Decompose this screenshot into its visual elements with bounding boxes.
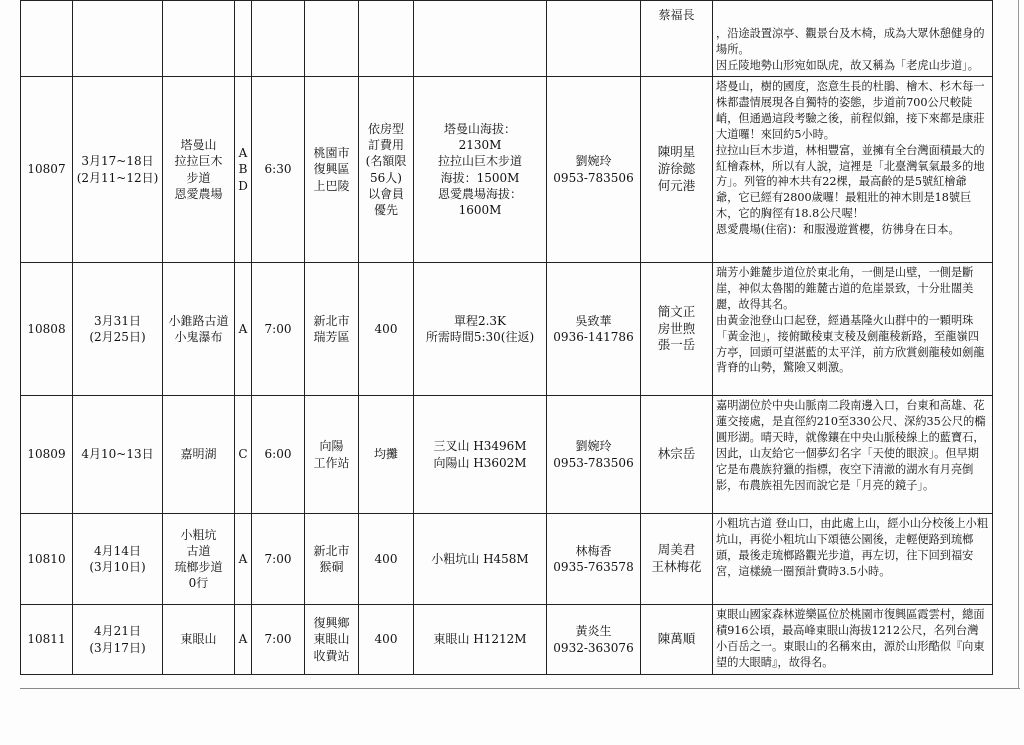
cell-place: 東眼山 — [163, 605, 235, 675]
cell-contact: 劉婉玲 0953-783506 — [547, 396, 641, 514]
description-paragraph: ，沿途設置涼亭、觀景台及木椅，成為大眾休憩健身的場所。 — [716, 27, 985, 57]
cell-place — [163, 1, 235, 77]
cell-grade: A — [235, 514, 252, 605]
page-bottom-rule — [20, 688, 1020, 689]
cell-meet: 新北市 猴硐 — [305, 514, 359, 605]
cell-route: 三叉山 H3496M 向陽山 H3602M — [414, 396, 547, 514]
description-paragraph: 由黃金池登山口起登，經過基隆火山群中的一顆明珠「黃金池」，接俯瞰稜東支稜及劍龍稜新路，至龍嶺四方亭，回頭可望湛藍的太平洋，前方欣賞劍龍稜如劍龍背脊的山勢，驚險又刺激。 — [716, 313, 985, 375]
cell-description — [713, 605, 993, 675]
cell-description — [713, 1, 993, 77]
cell-fee: 均攤 — [359, 396, 414, 514]
table-row — [21, 1, 993, 77]
cell-route: 小粗坑山 H458M — [414, 514, 547, 605]
cell-grade: A B D — [235, 77, 252, 263]
description-paragraph: 塔曼山，樹的國度，恣意生長的杜鵑、檜木、杉木每一株都盡情展現各自獨特的姿態，步道前700公尺較陡峭，但通過這段考驗之後，前程似錦，接下來都是康莊大道囉！來回約5小時。 — [716, 80, 985, 141]
cell-description — [713, 77, 993, 263]
cell-fee: 400 — [359, 605, 414, 675]
cell-contact: 劉婉玲 0953-783506 — [547, 77, 641, 263]
cell-meet — [305, 1, 359, 77]
cell-description — [713, 396, 993, 514]
cell-id: 10809 — [21, 396, 73, 514]
cell-fee — [359, 1, 414, 77]
cell-description — [713, 263, 993, 396]
cell-leaders: 蔡福長 — [641, 1, 713, 77]
cell-place: 塔曼山 拉拉巨木 步道 恩愛農場 — [163, 77, 235, 263]
cell-route — [414, 1, 547, 77]
table-row — [21, 605, 993, 675]
cell-grade: A — [235, 605, 252, 675]
cell-leaders: 陳明星 游徐懿 何元港 — [641, 77, 713, 263]
description-paragraph: 拉拉山巨木步道，林相豐富，並擁有全台灣面積最大的紅檜森林，所以有人說，這裡是「北臺灣氧氣最多的地方」。列管的神木共有22棵，最高齡的是5號紅檜爺爺，它已經有2800歲囉！最粗壯的神木則是18號巨木，它的胸徑有18.8公尺喔！ — [716, 143, 985, 221]
cell-description — [713, 514, 993, 605]
cell-fee: 400 — [359, 263, 414, 396]
cell-id: 10810 — [21, 514, 73, 605]
description-paragraph: 因丘陵地勢山形宛如臥虎，故又稱為「老虎山步道」。 — [716, 59, 979, 73]
cell-grade: C — [235, 396, 252, 514]
cell-route: 東眼山 H1212M — [414, 605, 547, 675]
cell-leaders: 林宗岳 — [641, 396, 713, 514]
cell-date: 3月31日 (2月25日) — [73, 263, 163, 396]
table-row — [21, 263, 993, 396]
description-paragraph: 小粗坑古道 登山口，由此處上山，經小山分校後上小粗坑山，再從小粗坑山下頌德公園後，走輕便路到琉榔頭，最後走琉榔路觀光步道，再左切，往下回到福安宮，這樣繞一圈預計費時3.5小時。 — [716, 517, 989, 578]
cell-route: 單程2.3K 所需時間5:30(往返) — [414, 263, 547, 396]
cell-meet: 復興鄉 東眼山 收費站 — [305, 605, 359, 675]
cell-meet: 向陽 工作站 — [305, 396, 359, 514]
cell-fee: 依房型 訂費用 (名額限 56人) 以會員 優先 — [359, 77, 414, 263]
description-paragraph: 恩愛農場(住宿)：和服漫遊賞櫻，彷彿身在日本。 — [716, 223, 960, 237]
table-row — [21, 77, 993, 263]
cell-fee: 400 — [359, 514, 414, 605]
table-row — [21, 514, 993, 605]
cell-time: 7:00 — [252, 514, 305, 605]
cell-id: 10808 — [21, 263, 73, 396]
cell-route: 塔曼山海拔： 2130M 拉拉山巨木步道 海拔：1500M 恩愛農場海拔： 1600M — [414, 77, 547, 263]
cell-id: 10811 — [21, 605, 73, 675]
cell-date — [73, 1, 163, 77]
cell-time: 6:30 — [252, 77, 305, 263]
cell-time: 6:00 — [252, 396, 305, 514]
cell-contact — [547, 1, 641, 77]
cell-time: 7:00 — [252, 605, 305, 675]
cell-time: 7:00 — [252, 263, 305, 396]
cell-contact: 林梅香 0935-763578 — [547, 514, 641, 605]
description-paragraph: 東眼山國家森林遊樂區位於桃園市復興區霞雲村，總面積916公頃，最高峰東眼山海拔1212公尺，名列台灣小百岳之一。東眼山的名稱來由，源於山形酷似『向東望的大眼睛』，故得名。 — [716, 608, 985, 669]
cell-place: 嘉明湖 — [163, 396, 235, 514]
cell-leaders: 陳萬順 — [641, 605, 713, 675]
cell-grade — [235, 1, 252, 77]
cell-meet: 新北市 瑞芳區 — [305, 263, 359, 396]
cell-leaders: 周美君 王林梅花 — [641, 514, 713, 605]
cell-place: 小錐路古道 小鬼瀑布 — [163, 263, 235, 396]
cell-place: 小粗坑 古道 琉榔步道 0行 — [163, 514, 235, 605]
description-paragraph: 嘉明湖位於中央山脈南二段南邊入口，台東和高雄、花蓮交接處，是直徑約210至330公尺、深約35公尺的橢圓形湖。晴天時，就像鑲在中央山脈稜線上的藍寶石，因此，山友給它一個夢幻名字「天使的眼淚」。但早期它是布農族狩獵的指標，夜空下清澈的湖水有月亮倒影，布農族祖先因而說它是「月亮的鏡子」。 — [716, 399, 986, 492]
cell-id: 10807 — [21, 77, 73, 263]
cell-contact: 吳致華 0936-141786 — [547, 263, 641, 396]
cell-id — [21, 1, 73, 77]
table-row — [21, 396, 993, 514]
cell-date: 4月21日 (3月17日) — [73, 605, 163, 675]
cell-time — [252, 1, 305, 77]
description-paragraph: 瑞芳小錐麓步道位於東北角，一側是山壁，一側是斷崖，神似太魯閣的錐麓古道的危崖景致，十分壯闊美麗，故得其名。 — [716, 266, 974, 311]
cell-date: 3月17~18日 (2月11~12日) — [73, 77, 163, 263]
cell-grade: A — [235, 263, 252, 396]
cell-date: 4月10~13日 — [73, 396, 163, 514]
cell-date: 4月14日 (3月10日) — [73, 514, 163, 605]
hiking-schedule-table — [20, 0, 993, 675]
cell-leaders: 簡文正 房世煦 張一岳 — [641, 263, 713, 396]
page-right-rule — [1018, 0, 1019, 689]
cell-contact: 黃炎生 0932-363076 — [547, 605, 641, 675]
cell-meet: 桃園市 復興區 上巴陵 — [305, 77, 359, 263]
